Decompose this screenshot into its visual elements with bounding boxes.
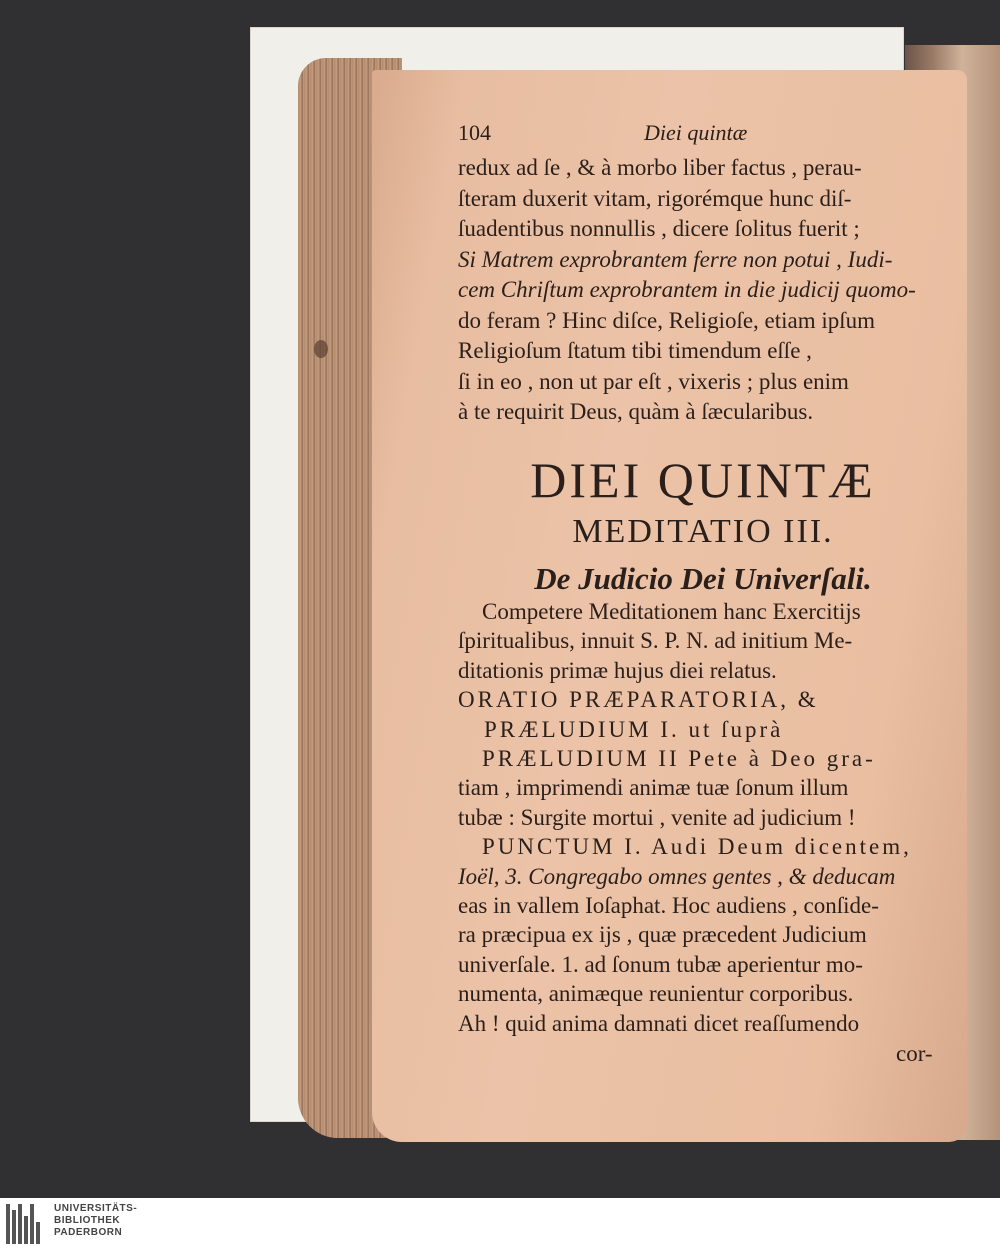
text-line: ſuadentibus nonnullis , dicere ſolitus fuerit ;	[458, 216, 860, 241]
heading-line-1: DIEI QUINTÆ	[530, 452, 876, 508]
text-line: ſteram duxerit vitam, rigorémque hunc diſ-	[458, 185, 852, 211]
text-line: Religioſum ſtatum tibi timendum eſſe ,	[458, 338, 812, 363]
text-line: do feram ? Hinc diſce, Religioſe, etiam ipſum	[458, 307, 876, 333]
page-number: 104	[458, 120, 491, 145]
text-line: cem Chriſtum exprobrantem in die judicij quomo-	[458, 277, 916, 302]
logo-line-1: UNIVERSITÄTS-	[54, 1203, 138, 1214]
text-line: Competere Meditationem hanc Exercitijs	[482, 599, 861, 624]
text-line: tiam , imprimendi animæ tuæ ſonum illum	[458, 775, 849, 801]
text-line: à te requirit Deus, quàm à ſæcularibus.	[458, 399, 814, 424]
heading-line-3: De Judicio Dei Univerſali.	[534, 561, 872, 596]
logo-line-2: BIBLIOTHEK	[54, 1215, 121, 1226]
text-line: ra præcipua ex ijs , quæ præcedent Judicium	[458, 922, 867, 948]
text-line: eas in vallem Ioſaphat. Hoc audiens , conſide-	[458, 893, 879, 918]
text-line: ſi in eo , non ut par eſt , vixeris ; plus enim	[458, 368, 849, 394]
text-line: Ah ! quid anima damnati dicet reaſſumendo	[458, 1010, 860, 1036]
logo-line-3: PADERBORN	[54, 1227, 123, 1238]
text-line: ORATIO PRÆPARATORIA, &	[458, 687, 819, 713]
text-line: ſpiritualibus, innuit S. P. N. ad initium Me-	[458, 628, 853, 654]
footer-bar	[0, 1198, 1000, 1249]
text-line: univerſale. 1. ad ſonum tubæ aperientur mo-	[458, 951, 863, 977]
running-title: Diei quintæ	[644, 120, 748, 145]
text-line: tubæ : Surgite mortui , venite ad judicium !	[458, 804, 856, 830]
text-line: ditationis primæ hujus diei relatus.	[458, 657, 777, 683]
library-logo-icon	[6, 1204, 46, 1244]
text-line: Si Matrem exprobrantem ferre non potui , Iudi-	[458, 246, 893, 272]
text-line: Ioël, 3. Congregabo omnes gentes , & deducam	[458, 863, 896, 889]
heading-line-2: MEDITATIO III.	[572, 513, 834, 550]
text-line: PRÆLUDIUM II Pete à Deo gra-	[482, 746, 876, 771]
catchword: cor-	[896, 1041, 933, 1066]
text-line: numenta, animæque reunientur corporibus.	[458, 981, 854, 1007]
text-line: PRÆLUDIUM I. ut ſuprà	[484, 716, 784, 742]
text-line: PUNCTUM I. Audi Deum dicentem,	[482, 834, 912, 860]
library-logo-text	[54, 1203, 137, 1239]
text-line: redux ad ſe , & à morbo liber factus , perau-	[458, 155, 862, 180]
